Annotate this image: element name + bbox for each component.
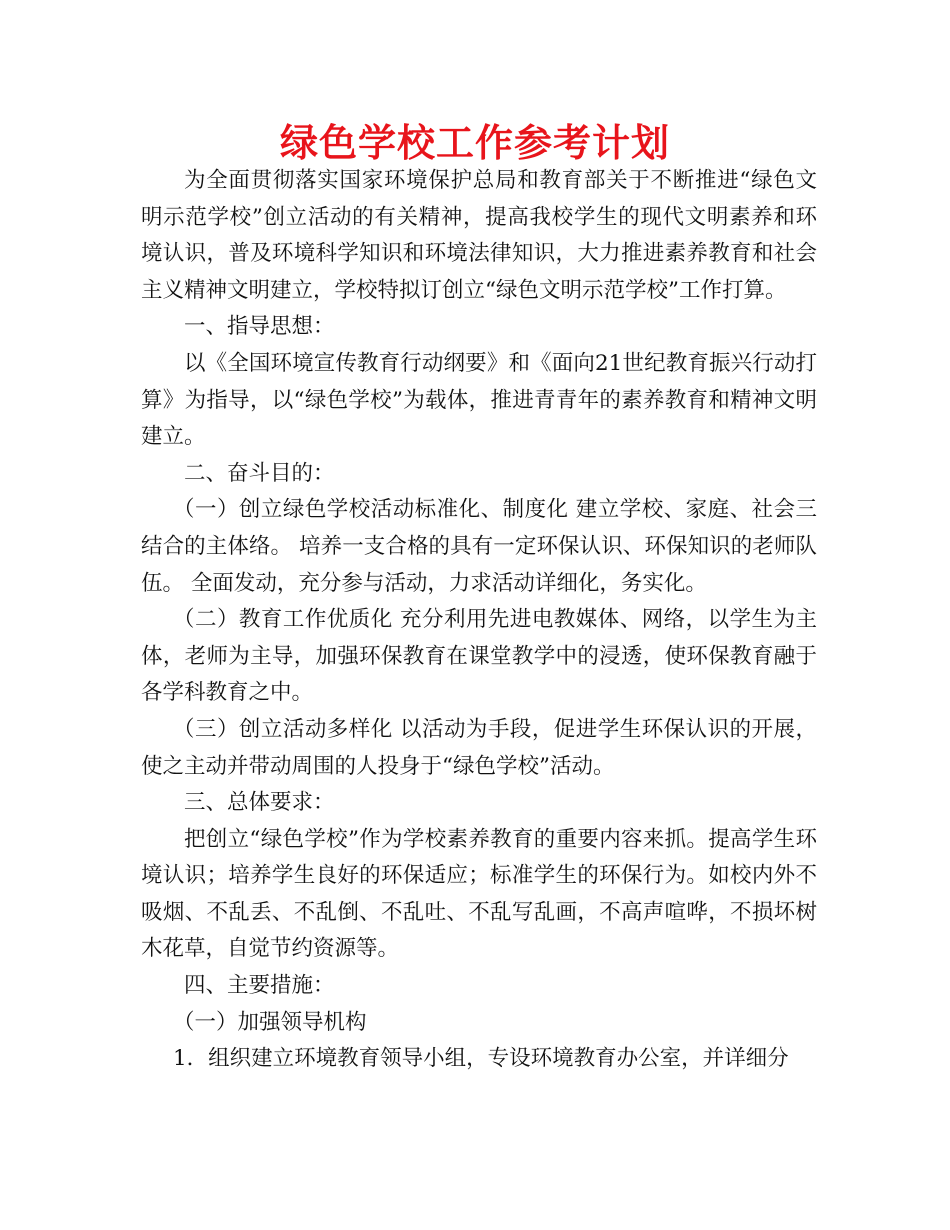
goal-item-3: （三）创立活动多样化 以活动为手段，促进学生环保认识的开展，使之主动并带动周围的人投身于“绿色学校”活动。 — [141, 716, 817, 779]
guiding-thought-paragraph: 以《全国环境宣传教育行动纲要》和《面向21世纪教育振兴行动打算》为指导，以“绿色学校”为载体，推进青青年的素养教育和精神文明建立。 — [141, 350, 817, 450]
section-heading-measures: 四、主要措施： — [184, 973, 335, 999]
section-heading-goals: 二、奋斗目的： — [184, 460, 335, 486]
requirements-paragraph: 把创立“绿色学校”作为学校素养教育的重要内容来抓。提高学生环境认识；培养学生良好的环保适应；标准学生的环保行为。如校内外不吸烟、不乱丢、不乱倒、不乱吐、不乱写乱画，不高声喧哗，不损坏树木花草，自觉节约资源等。 — [141, 826, 817, 962]
goal-item-1: （一）创立绿色学校活动标准化、制度化 建立学校、家庭、社会三结合的主体络。 培养一支合格的具有一定环保认识、环保知识的老师队伍。 全面发动，充分参与活动，力求活动详细化，务实化。 — [141, 497, 817, 596]
measure-subheading-1: （一）加强领导机构 — [173, 1009, 367, 1035]
intro-paragraph: 为全面贯彻落实国家环境保护总局和教育部关于不断推进“绿色文明示范学校”创立活动的有关精神，提高我校学生的现代文明素养和环境认识，普及环境科学知识和环境法律知识，大力推进素养教育和社会主义精神文明建立，学校特拟订创立“绿色文明示范学校”工作打算。 — [141, 168, 817, 303]
measure-item-1: 1．组织建立环境教育领导小组，专设环境教育办公室，并详细分 — [173, 1046, 789, 1072]
section-heading-requirements: 三、总体要求： — [184, 790, 335, 816]
document-title: 绿色学校工作参考计划 — [279, 121, 670, 165]
section-heading-guiding-thought: 一、指导思想： — [184, 314, 335, 340]
goal-item-2: （二）教育工作优质化 充分利用先进电教媒体、网络，以学生为主体，老师为主导，加强环保教育在课堂教学中的浸透，使环保教育融于各学科教育之中。 — [141, 607, 817, 706]
document-body — [141, 163, 817, 1078]
